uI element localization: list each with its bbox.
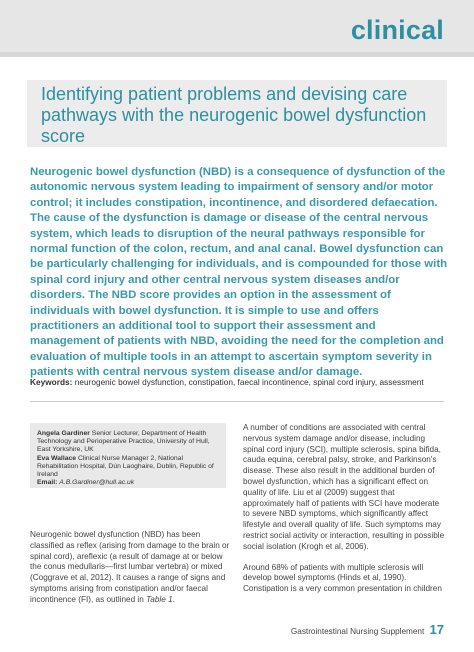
keywords-label: Keywords: — [30, 377, 73, 387]
right-paragraph-2: Around 68% of patients with multiple sclerosis will develop bowel symptoms (Hinds et al, 1990). Constipation is a very common presentation in children — [243, 562, 442, 594]
journal-name: Gastrointestinal Nursing Supplement — [290, 627, 425, 636]
email-label: Email: — [37, 479, 58, 487]
author-email: A.B.Gardiner@hull.ac.uk — [59, 479, 135, 487]
author1-name: Angela Gardiner — [37, 430, 90, 437]
keywords-divider — [30, 401, 444, 402]
author2-name: Eva Wallace — [37, 454, 77, 462]
author1-affiliation: Senior Lecturer, Department of Health Technology and Perioperative Practice, University of Hull, East Yorkshire, UK — [37, 430, 210, 454]
author2-affiliation: Clinical Nurse Manager 2, National Rehabilitation Hospital, Dún Laoghaire, Dublin, Republic of Ireland — [37, 454, 214, 479]
page-number: 17 — [429, 622, 444, 637]
article-title: Identifying patient problems and devising care pathways with the neurogenic bowel dysfunction score — [41, 84, 427, 146]
left-paragraph-1: Neurogenic bowel dysfunction (NBD) has been classified as reflex (arising from damage to the brain or spinal cord), areflexic (a result of damage at or below the conus medullaris—first lumbar vertebra) or mixed (Coggrave et al, 2012). It causes a range of signs and symptoms arising from constipation and/or faecal incontinence (FI), as outlined in — [30, 530, 230, 604]
right-paragraph-1: A number of conditions are associated with central nervous system damage and/or disease, including spinal cord injury (SCI), multiple sclerosis, spina bifida, cauda equina, cerebral palsy, stroke, and Parkinson's disease. These also result in the additional burden of bowel dysfunction, which has a significant effect on quality of life. Liu et al (2009) suggest that approximately half of patients with SCI have moderate to severe NBD symptoms, which significantly affect lifestyle and overall quality of life. Such symptoms may restrict social activity or interaction, resulting in possible social isolation (Krogh et al, 2006). — [243, 423, 445, 551]
header-band-edge — [0, 52, 474, 57]
table-reference: Table 1 — [146, 594, 173, 604]
body-right-column — [243, 423, 445, 605]
section-label: clinical — [350, 15, 444, 45]
body-left-column — [30, 530, 230, 606]
page-footer — [291, 623, 444, 639]
keywords-line — [30, 377, 450, 388]
left-paragraph-1-end: . — [172, 594, 175, 604]
keywords-list: neurogenic bowel dysfunction, constipation, faecal incontinence, spinal cord injury, assessment — [74, 377, 424, 387]
abstract: Neurogenic bowel dysfunction (NBD) is a consequence of dysfunction of the autonomic nervous system leading to impairment of sensory and/or motor control; it includes constipation, incontinence, and disordered defaecation. The cause of the dysfunction is damage or disease of the central nervous system, which leads to disruption of the neural pathways responsible for normal function of the colon, rectum, and anal canal. Bowel dysfunction can be particularly challenging for individuals, and is compounded for those with spinal cord injury and other central nervous system diseases and/or disorders. The NBD score provides an option in the assessment of individuals with bowel dysfunction. It is simple to use and offers practitioners an additional tool to support their assessment and management of patients with NBD, avoiding the need for the completion and evaluation of multiple tools in an attempt to ascertain symptom severity in patients with central nervous system disease and/or damage. — [30, 166, 448, 379]
author-info — [37, 430, 223, 487]
